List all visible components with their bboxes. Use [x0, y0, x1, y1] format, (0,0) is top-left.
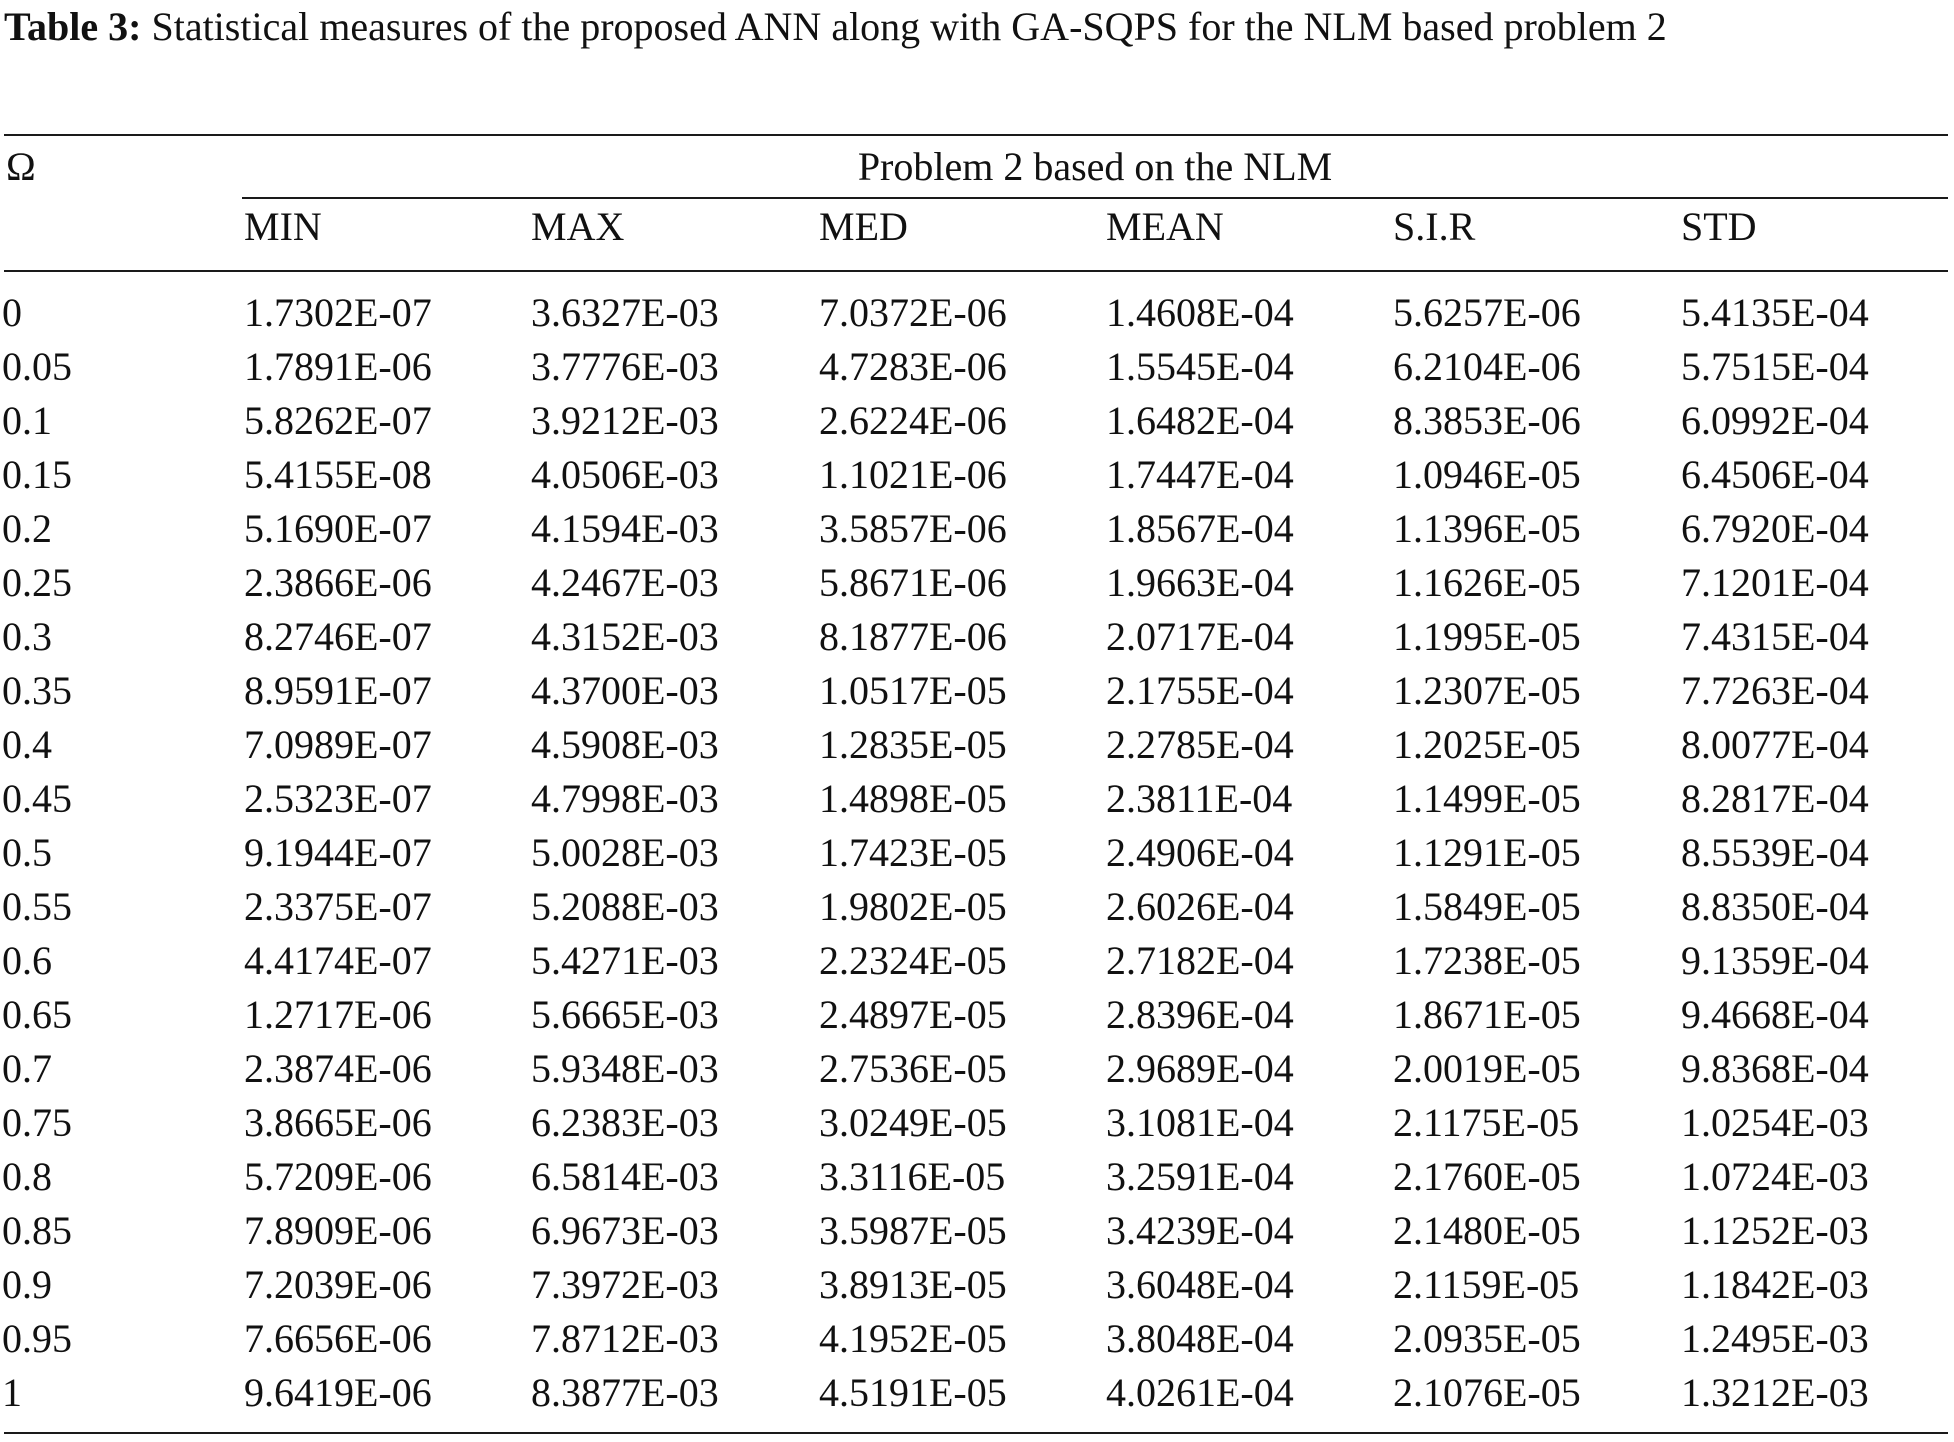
cell-sir: 6.2104E-06: [1393, 344, 1581, 389]
table-caption: [4, 0, 1948, 54]
cell-min: 2.3874E-06: [244, 1046, 432, 1091]
table-caption-text: Statistical measures of the proposed ANN along with GA-SQPS for the NLM based problem 2: [151, 4, 1667, 49]
cell-mean: 3.8048E-04: [1106, 1316, 1294, 1361]
cell-mean: 4.0261E-04: [1106, 1370, 1294, 1415]
cell-max: 7.3972E-03: [531, 1262, 719, 1307]
cell-std: 7.4315E-04: [1681, 614, 1869, 659]
cell-sir: 1.1396E-05: [1393, 506, 1581, 551]
column-header-std: STD: [1681, 204, 1757, 249]
cell-std: 9.8368E-04: [1681, 1046, 1869, 1091]
cell-mean: 2.4906E-04: [1106, 830, 1294, 875]
cell-max: 4.7998E-03: [531, 776, 719, 821]
cell-max: 5.9348E-03: [531, 1046, 719, 1091]
cell-mean: 3.6048E-04: [1106, 1262, 1294, 1307]
table-row: [0, 1042, 1954, 1096]
cell-sir: 8.3853E-06: [1393, 398, 1581, 443]
cell-sir: 2.1760E-05: [1393, 1154, 1581, 1199]
cell-min: 2.3375E-07: [244, 884, 432, 929]
cell-omega: 0.7: [2, 1046, 52, 1091]
cell-mean: 3.4239E-04: [1106, 1208, 1294, 1253]
cell-max: 6.9673E-03: [531, 1208, 719, 1253]
cell-med: 1.1021E-06: [819, 452, 1007, 497]
cell-mean: 2.1755E-04: [1106, 668, 1294, 713]
cell-std: 1.1842E-03: [1681, 1262, 1869, 1307]
table-row: [0, 448, 1954, 502]
table-row: [0, 1204, 1954, 1258]
cell-omega: 0.35: [2, 668, 72, 713]
cell-std: 1.1252E-03: [1681, 1208, 1869, 1253]
cell-omega: 0.4: [2, 722, 52, 767]
table-row: [0, 394, 1954, 448]
cell-sir: 1.1291E-05: [1393, 830, 1581, 875]
cell-sir: 1.2025E-05: [1393, 722, 1581, 767]
cell-mean: 2.2785E-04: [1106, 722, 1294, 767]
cell-min: 2.5323E-07: [244, 776, 432, 821]
table-row: [0, 880, 1954, 934]
cell-mean: 1.8567E-04: [1106, 506, 1294, 551]
cell-max: 7.8712E-03: [531, 1316, 719, 1361]
cell-min: 7.0989E-07: [244, 722, 432, 767]
cell-max: 3.7776E-03: [531, 344, 719, 389]
cell-med: 1.7423E-05: [819, 830, 1007, 875]
table-row: [0, 1258, 1954, 1312]
cell-min: 5.4155E-08: [244, 452, 432, 497]
column-header-max: MAX: [531, 204, 625, 249]
cell-std: 7.7263E-04: [1681, 668, 1869, 713]
cell-std: 1.0724E-03: [1681, 1154, 1869, 1199]
cell-med: 1.4898E-05: [819, 776, 1007, 821]
cell-std: 5.7515E-04: [1681, 344, 1869, 389]
cell-mean: 2.9689E-04: [1106, 1046, 1294, 1091]
row-header-omega: Ω: [6, 144, 36, 189]
cell-std: 6.0992E-04: [1681, 398, 1869, 443]
cell-omega: 0.55: [2, 884, 72, 929]
table-caption-label: Table 3:: [4, 4, 142, 49]
cell-sir: 5.6257E-06: [1393, 290, 1581, 335]
header-bottom-rule: [4, 270, 1948, 272]
cell-sir: 2.0935E-05: [1393, 1316, 1581, 1361]
cell-max: 4.0506E-03: [531, 452, 719, 497]
cell-min: 7.8909E-06: [244, 1208, 432, 1253]
cell-max: 6.5814E-03: [531, 1154, 719, 1199]
cell-med: 7.0372E-06: [819, 290, 1007, 335]
column-header-mean: MEAN: [1106, 204, 1224, 249]
cell-max: 4.3152E-03: [531, 614, 719, 659]
cell-omega: 0.1: [2, 398, 52, 443]
cell-med: 3.0249E-05: [819, 1100, 1007, 1145]
cell-mean: 1.4608E-04: [1106, 290, 1294, 335]
column-header-sir: S.I.R: [1393, 204, 1476, 249]
cell-omega: 0.6: [2, 938, 52, 983]
cell-std: 6.4506E-04: [1681, 452, 1869, 497]
cell-med: 3.5987E-05: [819, 1208, 1007, 1253]
cell-min: 5.7209E-06: [244, 1154, 432, 1199]
cell-med: 2.7536E-05: [819, 1046, 1007, 1091]
cell-std: 1.2495E-03: [1681, 1316, 1869, 1361]
cell-min: 1.2717E-06: [244, 992, 432, 1037]
cell-med: 2.2324E-05: [819, 938, 1007, 983]
cell-omega: 0.3: [2, 614, 52, 659]
cell-med: 2.4897E-05: [819, 992, 1007, 1037]
cell-med: 1.0517E-05: [819, 668, 1007, 713]
cell-omega: 0.25: [2, 560, 72, 605]
cell-omega: 0: [2, 290, 22, 335]
cell-omega: 0.85: [2, 1208, 72, 1253]
cell-max: 5.4271E-03: [531, 938, 719, 983]
cell-min: 7.6656E-06: [244, 1316, 432, 1361]
table-top-rule: [4, 134, 1948, 136]
table-row: [0, 502, 1954, 556]
cell-min: 1.7891E-06: [244, 344, 432, 389]
cell-omega: 0.9: [2, 1262, 52, 1307]
cell-min: 9.6419E-06: [244, 1370, 432, 1415]
cell-std: 1.3212E-03: [1681, 1370, 1869, 1415]
cell-med: 1.2835E-05: [819, 722, 1007, 767]
table-row: [0, 286, 1954, 340]
cell-std: 1.0254E-03: [1681, 1100, 1869, 1145]
cell-sir: 1.1499E-05: [1393, 776, 1581, 821]
cell-min: 8.9591E-07: [244, 668, 432, 713]
cell-mean: 2.3811E-04: [1106, 776, 1293, 821]
cell-max: 5.6665E-03: [531, 992, 719, 1037]
cell-std: 5.4135E-04: [1681, 290, 1869, 335]
cell-sir: 2.1175E-05: [1393, 1100, 1580, 1145]
cell-min: 1.7302E-07: [244, 290, 432, 335]
cell-sir: 1.1995E-05: [1393, 614, 1581, 659]
cell-omega: 0.75: [2, 1100, 72, 1145]
cell-mean: 1.6482E-04: [1106, 398, 1294, 443]
cell-max: 4.3700E-03: [531, 668, 719, 713]
cell-mean: 1.9663E-04: [1106, 560, 1294, 605]
cell-mean: 2.6026E-04: [1106, 884, 1294, 929]
table-row: [0, 1096, 1954, 1150]
table-row: [0, 772, 1954, 826]
table-bottom-rule: [4, 1432, 1948, 1434]
cell-med: 5.8671E-06: [819, 560, 1007, 605]
cell-std: 8.8350E-04: [1681, 884, 1869, 929]
cell-max: 3.6327E-03: [531, 290, 719, 335]
cell-omega: 0.5: [2, 830, 52, 875]
cell-med: 3.5857E-06: [819, 506, 1007, 551]
cell-min: 9.1944E-07: [244, 830, 432, 875]
table-row: [0, 988, 1954, 1042]
cell-sir: 2.0019E-05: [1393, 1046, 1581, 1091]
cell-min: 3.8665E-06: [244, 1100, 432, 1145]
cell-sir: 2.1480E-05: [1393, 1208, 1581, 1253]
table-row: [0, 1150, 1954, 1204]
cell-std: 8.0077E-04: [1681, 722, 1869, 767]
cell-sir: 1.2307E-05: [1393, 668, 1581, 713]
cell-omega: 0.05: [2, 344, 72, 389]
table-row: [0, 610, 1954, 664]
cell-mean: 1.5545E-04: [1106, 344, 1294, 389]
cell-std: 8.2817E-04: [1681, 776, 1869, 821]
cell-sir: 1.5849E-05: [1393, 884, 1581, 929]
table-row: [0, 1312, 1954, 1366]
cell-min: 8.2746E-07: [244, 614, 432, 659]
cell-sir: 1.1626E-05: [1393, 560, 1581, 605]
group-title: Problem 2 based on the NLM: [857, 144, 1333, 189]
cell-std: 9.1359E-04: [1681, 938, 1869, 983]
cell-mean: 1.7447E-04: [1106, 452, 1294, 497]
cell-sir: 1.7238E-05: [1393, 938, 1581, 983]
table-body: [0, 286, 1954, 1420]
cell-min: 7.2039E-06: [244, 1262, 432, 1307]
cell-omega: 0.65: [2, 992, 72, 1037]
cell-mean: 2.8396E-04: [1106, 992, 1294, 1037]
cell-omega: 0.15: [2, 452, 72, 497]
cell-std: 8.5539E-04: [1681, 830, 1869, 875]
cell-med: 3.8913E-05: [819, 1262, 1007, 1307]
table-row: [0, 826, 1954, 880]
table-row: [0, 934, 1954, 988]
cell-std: 9.4668E-04: [1681, 992, 1869, 1037]
table-row: [0, 664, 1954, 718]
cell-min: 5.1690E-07: [244, 506, 432, 551]
cell-max: 4.1594E-03: [531, 506, 719, 551]
cell-sir: 2.1159E-05: [1393, 1262, 1580, 1307]
cell-min: 2.3866E-06: [244, 560, 432, 605]
cell-max: 6.2383E-03: [531, 1100, 719, 1145]
cell-mean: 3.2591E-04: [1106, 1154, 1294, 1199]
cell-std: 7.1201E-04: [1681, 560, 1869, 605]
table-row: [0, 340, 1954, 394]
cell-med: 1.9802E-05: [819, 884, 1007, 929]
cell-max: 5.0028E-03: [531, 830, 719, 875]
cell-std: 6.7920E-04: [1681, 506, 1869, 551]
cell-med: 3.3116E-05: [819, 1154, 1006, 1199]
cell-min: 4.4174E-07: [244, 938, 432, 983]
cell-min: 5.8262E-07: [244, 398, 432, 443]
table-row: [0, 1366, 1954, 1420]
cell-med: 4.5191E-05: [819, 1370, 1007, 1415]
table-row: [0, 556, 1954, 610]
cell-omega: 0.95: [2, 1316, 72, 1361]
cell-mean: 2.0717E-04: [1106, 614, 1294, 659]
cell-omega: 0.2: [2, 506, 52, 551]
column-header-med: MED: [819, 204, 908, 249]
cell-med: 4.7283E-06: [819, 344, 1007, 389]
cell-max: 3.9212E-03: [531, 398, 719, 443]
cell-mean: 3.1081E-04: [1106, 1100, 1294, 1145]
cell-omega: 0.45: [2, 776, 72, 821]
cell-med: 4.1952E-05: [819, 1316, 1007, 1361]
table-row: [0, 718, 1954, 772]
cell-med: 2.6224E-06: [819, 398, 1007, 443]
cell-omega: 1: [2, 1370, 22, 1415]
column-header-min: MIN: [244, 204, 322, 249]
cell-max: 8.3877E-03: [531, 1370, 719, 1415]
cell-max: 4.2467E-03: [531, 560, 719, 605]
cell-sir: 1.8671E-05: [1393, 992, 1581, 1037]
cell-med: 8.1877E-06: [819, 614, 1007, 659]
cell-sir: 2.1076E-05: [1393, 1370, 1581, 1415]
cell-omega: 0.8: [2, 1154, 52, 1199]
cell-mean: 2.7182E-04: [1106, 938, 1294, 983]
cell-sir: 1.0946E-05: [1393, 452, 1581, 497]
cell-max: 4.5908E-03: [531, 722, 719, 767]
cell-max: 5.2088E-03: [531, 884, 719, 929]
group-span-rule: [242, 197, 1948, 199]
